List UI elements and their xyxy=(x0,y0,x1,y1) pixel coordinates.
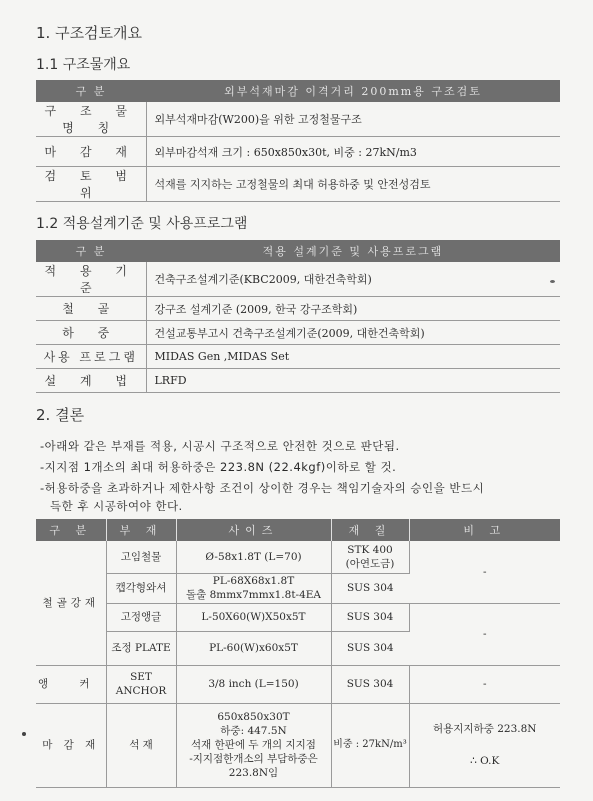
conclusion-line-1: -아래와 같은 부재를 적용, 시공시 구조적으로 안전한 것으로 판단됨. xyxy=(40,439,400,453)
note-cell: - xyxy=(409,541,560,603)
size-line: 하중: 447.5N xyxy=(220,725,287,737)
row-label: 사용 프로그램 xyxy=(36,345,146,369)
table-header: 구 분 xyxy=(36,80,146,102)
conclusion-line-3: -허용하중을 초과하거나 제한사항 조건이 상이한 경우는 책임기술자의 승인을 반드시 xyxy=(40,481,485,495)
material-cell: 비중 : 27kN/m³ xyxy=(331,703,409,787)
section2-title: 2. 결론 xyxy=(36,406,85,424)
part-cell: 캡각형와셔 xyxy=(106,573,176,603)
row-value: 건설교통부고시 건축구조설계기준(2009, 대한건축학회) xyxy=(146,321,560,345)
row-label: 설 계 법 xyxy=(36,369,146,393)
conclusion-line-4: 득한 후 시공하여야 한다. xyxy=(50,499,183,513)
scan-speck xyxy=(550,280,555,283)
conclusion-line-2: -지지점 1개소의 최대 허용하중은 223.8N (22.4kgf)이하로 할 것. xyxy=(40,460,397,474)
size-line: -지지점한개소의 부담하중은 xyxy=(189,753,318,765)
table-header: 구 분 xyxy=(36,240,146,262)
design-standards-table xyxy=(36,240,560,393)
material-line: (아연도금) xyxy=(345,557,395,570)
part-cell: SET ANCHOR xyxy=(106,665,176,703)
row-value: 건축구조설계기준(KBC2009, 대한건축학회) xyxy=(146,262,560,297)
material-cell: SUS 304 xyxy=(331,603,409,631)
note-cell: - xyxy=(409,603,560,665)
table-header: 비 고 xyxy=(409,519,560,541)
table-row xyxy=(36,137,560,167)
structure-overview-table xyxy=(36,80,560,202)
row-value: LRFD xyxy=(146,369,560,393)
section1-1-title: 1.1 구조물개요 xyxy=(36,57,131,73)
row-label: 구 조 물 명 칭 xyxy=(36,102,146,137)
table-row xyxy=(36,321,560,345)
table-row xyxy=(36,297,560,321)
note-line: ∴ O.K xyxy=(470,755,500,767)
section1-2-title: 1.2 적용설계기준 및 사용프로그램 xyxy=(36,216,248,232)
scan-dot xyxy=(22,732,26,736)
note-cell xyxy=(409,703,560,787)
size-cell: Ø-58x1.8T (L=70) xyxy=(176,541,331,573)
table-header: 부 재 xyxy=(106,519,176,541)
part-cell: 석 재 xyxy=(106,703,176,787)
row-label: 적 용 기 준 xyxy=(36,262,146,297)
table-row xyxy=(36,262,560,297)
table-header: 외부석재마감 이격거리 200mm용 구조검토 xyxy=(146,80,560,102)
size-line: 650x850x30T xyxy=(217,711,290,723)
material-cell xyxy=(331,541,409,573)
material-cell: SUS 304 xyxy=(331,631,409,665)
size-line: 석재 한판에 두 개의 지지점 xyxy=(191,739,316,751)
size-cell: 3/8 inch (L=150) xyxy=(176,665,331,703)
size-cell: L-50X60(W)X50x5T xyxy=(176,603,331,631)
row-value: 외부석재마감(W200)을 위한 고정철물구조 xyxy=(146,102,560,137)
group-finish: 마 감 재 xyxy=(36,703,106,787)
group-steel: 철골강재 xyxy=(36,541,106,665)
table-row xyxy=(36,541,560,573)
section1-title: 1. 구조검토개요 xyxy=(36,24,143,42)
size-line: 223.8N임 xyxy=(228,767,279,779)
size-cell: PL-60(W)x60x5T xyxy=(176,631,331,665)
note-line: 허용지지하중 223.8N xyxy=(433,723,537,735)
table-row xyxy=(36,665,560,703)
material-line: STK 400 xyxy=(347,543,393,556)
table-row xyxy=(36,167,560,202)
part-cell: 고정앵글 xyxy=(106,603,176,631)
row-value: MIDAS Gen ,MIDAS Set xyxy=(146,345,560,369)
row-label: 검 토 범 위 xyxy=(36,167,146,202)
table-row xyxy=(36,345,560,369)
row-value: 강구조 설계기준 (2009, 한국 강구조학회) xyxy=(146,297,560,321)
size-line: 돌출 8mmx7mmx1.8t-4EA xyxy=(185,589,322,601)
table-row xyxy=(36,603,560,631)
note-cell: - xyxy=(409,665,560,703)
material-cell: SUS 304 xyxy=(331,665,409,703)
size-cell xyxy=(176,703,331,787)
table-row xyxy=(36,102,560,137)
row-value: 석재를 지지하는 고정철물의 최대 허용하중 및 안전성검토 xyxy=(146,167,560,202)
part-cell: 고임철물 xyxy=(106,541,176,573)
table-header: 구 분 xyxy=(36,519,106,541)
table-header: 사이즈 xyxy=(176,519,331,541)
row-value: 외부마감석재 크기 : 650x850x30t, 비중 : 27kN/m3 xyxy=(146,137,560,167)
member-table xyxy=(36,519,560,788)
table-row xyxy=(36,703,560,787)
size-line: PL-68X68x1.8T xyxy=(212,575,295,587)
material-cell: SUS 304 xyxy=(331,573,409,603)
part-cell: 조정 PLATE xyxy=(106,631,176,665)
table-row xyxy=(36,369,560,393)
row-label: 하 중 xyxy=(36,321,146,345)
table-header: 적용 설계기준 및 사용프로그램 xyxy=(146,240,560,262)
group-anchor: 앵 커 xyxy=(36,665,106,703)
table-header: 재 질 xyxy=(331,519,409,541)
row-label: 마 감 재 xyxy=(36,137,146,167)
size-cell xyxy=(176,573,331,603)
row-label: 철 골 xyxy=(36,297,146,321)
